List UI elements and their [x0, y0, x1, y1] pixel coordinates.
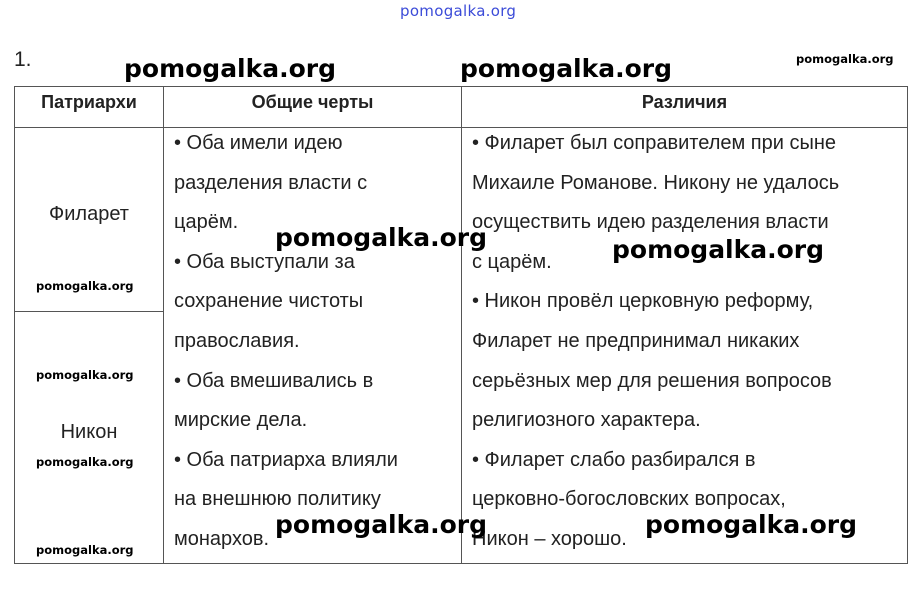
table-col-divider-2 — [461, 86, 462, 564]
difference-line: • Никон провёл церковную реформу, — [472, 290, 814, 313]
difference-line: Никон – хорошо. — [472, 527, 627, 550]
difference-line: религиозного характера. — [472, 409, 701, 432]
watermark-large: pomogalka.org — [124, 54, 337, 83]
common-line: • Оба имели идею — [174, 132, 343, 154]
common-line: сохранение чистоты — [174, 290, 364, 313]
common-line: • Оба вмешивались в — [174, 369, 374, 392]
differences-cell — [472, 124, 839, 560]
common-line: • Оба патриарха влияли — [174, 448, 398, 471]
difference-line: Михаиле Романове. Никону не удалось — [472, 171, 840, 194]
header-common: Общие черты — [251, 92, 374, 112]
header-patriarchs: Патриархи — [41, 92, 137, 112]
watermark-small: pomogalka.org — [36, 279, 134, 293]
common-traits-cell — [174, 124, 398, 560]
header-differences: Различия — [641, 92, 728, 112]
watermark-small: pomogalka.org — [796, 52, 894, 66]
patriarch-filaret: Филарет — [49, 203, 129, 225]
difference-line: с царём. — [472, 250, 552, 273]
difference-line: церковно-богословских вопросах, — [472, 488, 786, 511]
common-line: монархов. — [174, 527, 270, 550]
common-line: на внешнюю политику — [174, 488, 381, 511]
patriarch-nikon: Никон — [60, 421, 118, 443]
watermark-small: pomogalka.org — [36, 368, 134, 382]
table-col-divider-1 — [163, 86, 164, 564]
watermark-large: pomogalka.org — [645, 510, 858, 539]
difference-line: • Филарет был соправителем при сыне — [472, 132, 837, 154]
watermark-small: pomogalka.org — [36, 455, 134, 469]
difference-line: осуществить идею разделения власти — [472, 211, 829, 234]
watermark-large: pomogalka.org — [460, 54, 673, 83]
watermark-large: pomogalka.org — [275, 510, 488, 539]
difference-line: Филарет не предпринимал никаких — [472, 329, 800, 352]
watermark-large: pomogalka.org — [612, 235, 825, 264]
common-line: мирские дела. — [174, 409, 308, 432]
table-border-left — [14, 86, 15, 564]
common-line: разделения власти с — [174, 171, 368, 194]
difference-line: серьёзных мер для решения вопросов — [472, 369, 832, 392]
watermark-top: pomogalka.org — [400, 2, 517, 20]
common-line: • Оба выступали за — [174, 250, 355, 273]
difference-line: • Филарет слабо разбирался в — [472, 448, 756, 471]
common-line: царём. — [174, 211, 239, 234]
common-line: православия. — [174, 329, 300, 352]
patriarch-row-divider — [14, 311, 163, 312]
task-number: 1. — [14, 48, 32, 71]
watermark-large: pomogalka.org — [275, 223, 488, 252]
watermark-small: pomogalka.org — [36, 543, 134, 557]
table-border-right — [907, 86, 908, 564]
